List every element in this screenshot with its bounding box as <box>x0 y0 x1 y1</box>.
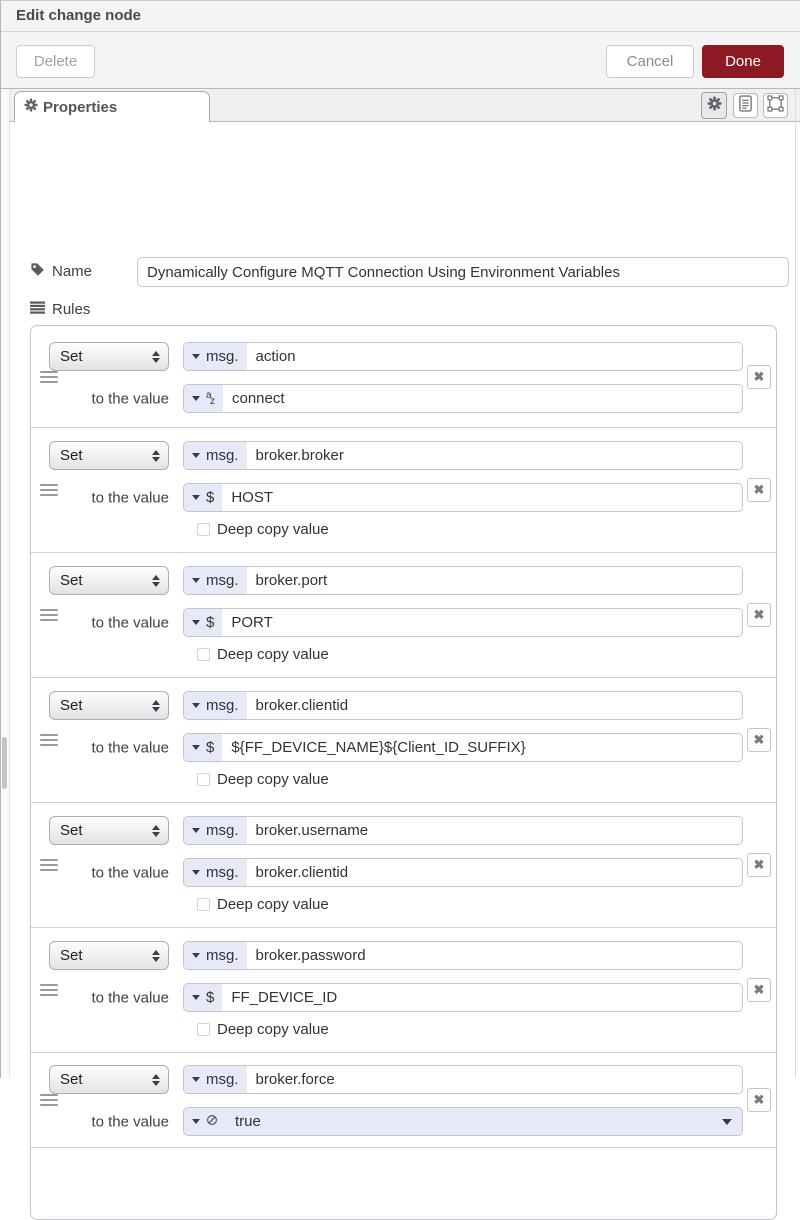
value-type-button[interactable] <box>184 385 223 412</box>
name-label-group <box>30 262 92 281</box>
chevron-down-icon <box>192 396 200 401</box>
rule-row-7 <box>31 1053 776 1148</box>
rule-action-select[interactable] <box>49 566 169 595</box>
done-button[interactable]: Done <box>702 45 784 78</box>
drag-handle-icon[interactable] <box>40 734 58 746</box>
delete-rule-button[interactable] <box>747 365 771 389</box>
delete-button[interactable]: Delete <box>16 45 95 78</box>
deep-copy-label: Deep copy value <box>217 771 329 788</box>
value-type-button[interactable] <box>184 484 222 511</box>
deep-copy-checkbox[interactable] <box>197 648 210 661</box>
select-arrows-icon <box>152 950 160 962</box>
rule-row-1 <box>31 326 776 428</box>
rule-row-6 <box>31 928 776 1053</box>
property-type-button[interactable] <box>184 942 247 969</box>
deep-copy-label: Deep copy value <box>217 1021 329 1038</box>
delete-rule-button[interactable] <box>747 728 771 752</box>
rules-label-group <box>30 301 90 318</box>
deep-copy-option <box>197 1021 743 1038</box>
deep-copy-option <box>197 521 743 538</box>
x-icon: ✖ <box>753 607 765 622</box>
property-type-label: msg. <box>206 1071 239 1088</box>
rule-action-value: Set <box>60 697 83 714</box>
chevron-down-icon <box>192 578 200 583</box>
chevron-down-icon <box>192 1119 200 1124</box>
drag-handle-icon[interactable] <box>40 484 58 496</box>
gear-icon <box>24 98 38 116</box>
property-type-label: msg. <box>206 348 239 365</box>
x-icon: ✖ <box>753 857 765 872</box>
rule-action-value: Set <box>60 572 83 589</box>
properties-form <box>0 122 800 1130</box>
chevron-down-icon <box>192 953 200 958</box>
property-type-label: msg. <box>206 447 239 464</box>
rule-action-select[interactable] <box>49 941 169 970</box>
property-value[interactable]: broker.port <box>255 572 328 589</box>
rule-action-value: Set <box>60 1071 83 1088</box>
deep-copy-label: Deep copy value <box>217 896 329 913</box>
chevron-down-icon <box>192 620 200 625</box>
delete-rule-button[interactable] <box>747 603 771 627</box>
delete-rule-button[interactable] <box>747 853 771 877</box>
property-value[interactable]: action <box>255 348 296 365</box>
list-icon <box>30 301 45 318</box>
value-type-button[interactable] <box>184 734 222 761</box>
msg-type-label: msg. <box>206 864 239 881</box>
tab-properties[interactable] <box>14 91 210 122</box>
chevron-down-icon <box>192 995 200 1000</box>
deep-copy-option <box>197 896 743 913</box>
drag-handle-icon[interactable] <box>40 609 58 621</box>
select-arrows-icon <box>152 351 160 363</box>
cancel-button[interactable]: Cancel <box>606 45 694 78</box>
property-field[interactable] <box>183 441 743 470</box>
chevron-down-icon <box>192 870 200 875</box>
rule-row-3 <box>31 553 776 678</box>
x-icon: ✖ <box>753 1092 765 1107</box>
rules-list <box>30 325 777 1220</box>
drag-handle-icon[interactable] <box>40 984 58 996</box>
dialog-title: Edit change node <box>16 7 142 24</box>
name-label: Name <box>52 263 93 280</box>
drag-handle-icon[interactable] <box>40 1094 58 1106</box>
value-value[interactable]: broker.clientid <box>255 864 349 881</box>
document-icon <box>738 95 753 117</box>
env-type-icon: $ <box>206 989 215 1006</box>
value-value[interactable]: FF_DEVICE_ID <box>231 989 338 1006</box>
rule-action-select[interactable] <box>49 691 169 720</box>
env-type-icon: $ <box>206 489 215 506</box>
deep-copy-checkbox[interactable] <box>197 773 210 786</box>
string-type-icon: a z <box>206 389 215 407</box>
scrollbar-thumb[interactable] <box>2 737 7 789</box>
x-icon: ✖ <box>753 982 765 997</box>
property-field[interactable] <box>183 941 743 970</box>
property-type-button[interactable] <box>184 567 247 594</box>
rule-action-value: Set <box>60 348 83 365</box>
rule-action-select[interactable] <box>49 441 169 470</box>
rule-action-select[interactable] <box>49 816 169 845</box>
name-row <box>30 257 789 287</box>
name-input[interactable] <box>137 257 789 287</box>
property-value[interactable]: broker.broker <box>255 447 344 464</box>
to-the-value-label: to the value <box>91 739 169 756</box>
rule-action-select[interactable] <box>49 1065 169 1094</box>
rule-action-select[interactable] <box>49 342 169 371</box>
rule-action-value: Set <box>60 822 83 839</box>
property-field[interactable] <box>183 566 743 595</box>
expand-icon <box>767 95 784 117</box>
value-type-button[interactable] <box>184 609 222 636</box>
property-value[interactable]: broker.clientid <box>255 697 349 714</box>
editor-tab-bar <box>0 89 800 122</box>
to-the-value-label: to the value <box>91 864 169 881</box>
x-icon: ✖ <box>753 368 765 384</box>
chevron-down-icon <box>192 828 200 833</box>
value-value[interactable]: true <box>235 1113 261 1130</box>
value-field[interactable] <box>183 858 743 887</box>
x-icon: ✖ <box>753 482 765 497</box>
value-field[interactable] <box>183 733 743 762</box>
rule-row-2 <box>31 428 776 553</box>
chevron-down-icon <box>192 495 200 500</box>
deep-copy-checkbox[interactable] <box>197 523 210 536</box>
chevron-down-icon <box>192 703 200 708</box>
value-type-button[interactable] <box>184 984 222 1011</box>
value-field[interactable] <box>183 608 743 637</box>
select-arrows-icon <box>152 575 160 587</box>
select-arrows-icon <box>152 450 160 462</box>
gear-icon <box>707 96 722 116</box>
x-icon: ✖ <box>753 732 765 747</box>
to-the-value-label: to the value <box>91 1113 169 1130</box>
tab-properties-label: Properties <box>43 98 118 116</box>
boolean-type-icon <box>206 1113 218 1131</box>
delete-rule-button[interactable] <box>747 478 771 502</box>
tray-right-edge <box>795 89 796 1078</box>
value-field[interactable] <box>183 983 743 1012</box>
chevron-down-icon <box>192 354 200 359</box>
property-value[interactable]: broker.password <box>255 947 366 964</box>
property-type-label: msg. <box>206 572 239 589</box>
node-settings-button[interactable] <box>701 92 727 119</box>
value-field[interactable] <box>183 483 743 512</box>
deep-copy-label: Deep copy value <box>217 521 329 538</box>
value-type-button[interactable] <box>184 1108 226 1135</box>
property-type-button[interactable] <box>184 442 247 469</box>
select-arrows-icon <box>152 825 160 837</box>
property-field[interactable] <box>183 1065 743 1094</box>
property-field[interactable] <box>183 816 743 845</box>
dialog-header <box>0 0 800 32</box>
rules-label: Rules <box>52 301 91 318</box>
value-value[interactable]: HOST <box>231 489 274 506</box>
chevron-down-icon <box>722 1119 732 1125</box>
delete-rule-button[interactable] <box>747 1088 771 1112</box>
to-the-value-label: to the value <box>91 390 169 407</box>
deep-copy-option <box>197 771 743 788</box>
to-the-value-label: to the value <box>91 989 169 1006</box>
value-value[interactable]: connect <box>232 390 285 407</box>
to-the-value-label: to the value <box>91 614 169 631</box>
property-type-button[interactable] <box>184 1066 247 1093</box>
rule-row-5 <box>31 803 776 928</box>
property-type-button[interactable] <box>184 343 247 370</box>
rule-action-value: Set <box>60 947 83 964</box>
node-description-button[interactable] <box>733 93 758 118</box>
deep-copy-label: Deep copy value <box>217 646 329 663</box>
property-type-label: msg. <box>206 822 239 839</box>
deep-copy-checkbox[interactable] <box>197 898 210 911</box>
value-value[interactable]: PORT <box>231 614 273 631</box>
drag-handle-icon[interactable] <box>40 859 58 871</box>
dialog-button-bar <box>0 32 800 89</box>
rule-action-value: Set <box>60 447 83 464</box>
property-type-label: msg. <box>206 697 239 714</box>
scrollbar-track[interactable] <box>0 89 10 1078</box>
select-arrows-icon <box>152 700 160 712</box>
value-select-field[interactable] <box>183 1107 743 1136</box>
property-value[interactable]: broker.username <box>255 822 369 839</box>
value-field[interactable] <box>183 384 743 413</box>
tag-icon <box>30 262 45 281</box>
property-type-button[interactable] <box>184 692 247 719</box>
chevron-down-icon <box>192 453 200 458</box>
property-value[interactable]: broker.force <box>255 1071 335 1088</box>
value-value[interactable]: ${FF_DEVICE_NAME}${Client_ID_SUFFIX} <box>231 739 526 756</box>
to-the-value-label: to the value <box>91 489 169 506</box>
deep-copy-option <box>197 646 743 663</box>
env-type-icon: $ <box>206 739 215 756</box>
deep-copy-checkbox[interactable] <box>197 1023 210 1036</box>
property-type-button[interactable] <box>184 817 247 844</box>
property-field[interactable] <box>183 342 743 371</box>
property-type-label: msg. <box>206 947 239 964</box>
delete-rule-button[interactable] <box>747 978 771 1002</box>
select-arrows-icon <box>152 1074 160 1086</box>
expand-editor-button[interactable] <box>763 93 788 118</box>
drag-handle-icon[interactable] <box>40 371 58 383</box>
property-field[interactable] <box>183 691 743 720</box>
env-type-icon: $ <box>206 614 215 631</box>
value-type-button[interactable] <box>184 859 247 886</box>
chevron-down-icon <box>192 745 200 750</box>
rule-row-4 <box>31 678 776 803</box>
